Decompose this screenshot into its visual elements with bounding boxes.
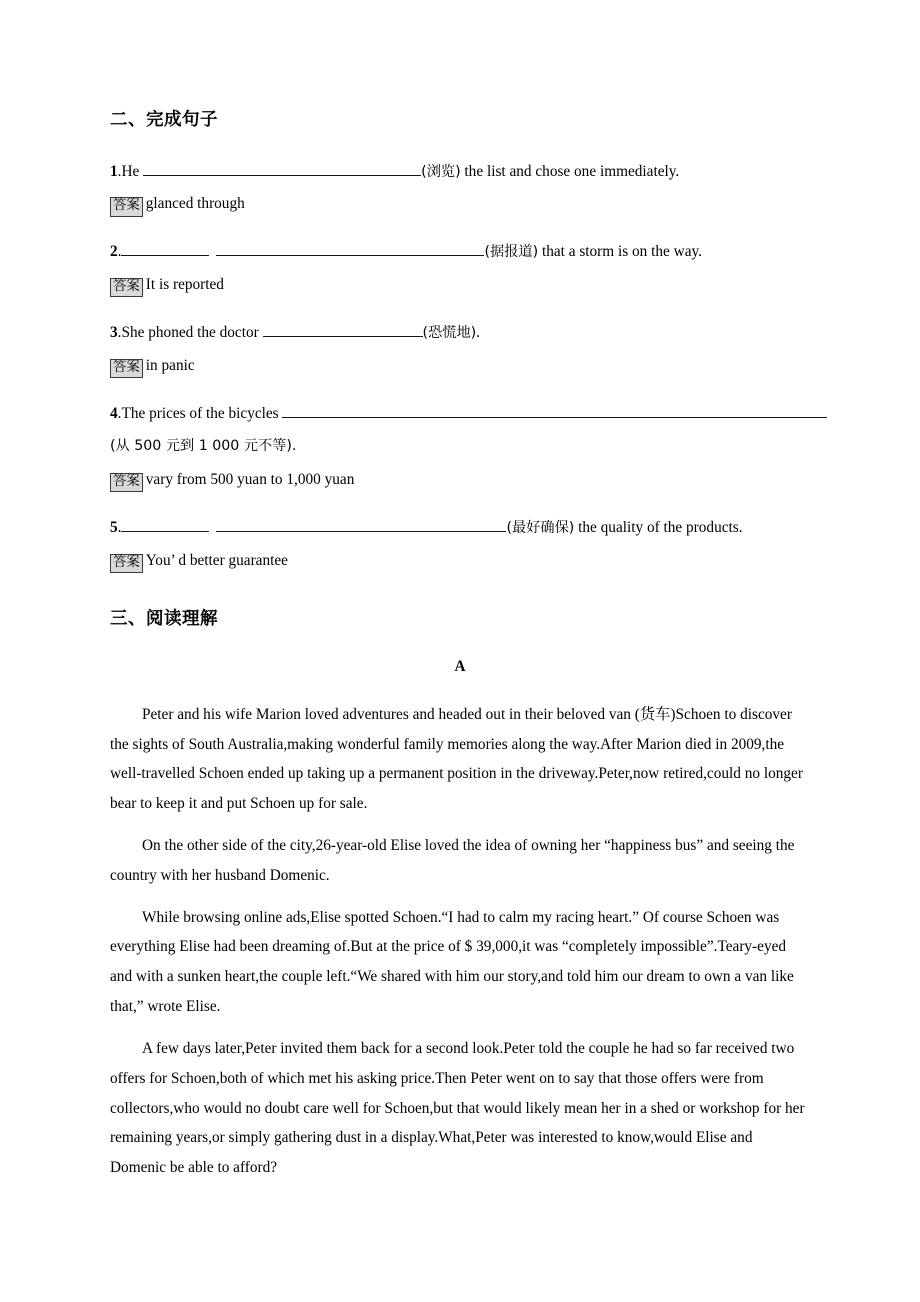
answer-badge: 答案 xyxy=(110,473,143,492)
item-number: 3 xyxy=(110,324,118,342)
item-prefix: .She phoned the doctor xyxy=(117,324,263,342)
passage-paragraph: On the other side of the city,26-year-old Elise loved the idea of owning her “happiness bus” and seeing the country with her husband Domenic. xyxy=(110,836,795,884)
spacer xyxy=(110,388,810,402)
item-hint: (恐慌地) xyxy=(422,325,477,342)
answer-blank[interactable] xyxy=(121,516,209,532)
item-suffix: the quality of the products. xyxy=(574,519,743,537)
section-heading-complete-sentences: 二、完成句子 xyxy=(110,110,218,130)
spacer xyxy=(110,226,810,240)
answer-badge: 答案 xyxy=(110,197,143,216)
item-number: 1 xyxy=(110,162,118,180)
exercise-item-4 xyxy=(110,402,810,426)
answer-badge: 答案 xyxy=(110,278,143,297)
item-suffix: . xyxy=(476,324,480,342)
spacer xyxy=(110,307,810,321)
passage-paragraph: Peter and his wife Marion loved adventures and headed out in their beloved van (货车)Schoen to discover the sights of South Australia,making wonderful family memories along the way.After Marion died in 2009,the well-travelled Schoen ended up taking up a permanent position in the driveway.Peter,now retired,could no longer bear to keep it and put Schoen up for sale. xyxy=(110,705,803,813)
answer-badge: 答案 xyxy=(110,359,143,378)
item-number: 2 xyxy=(110,243,118,261)
passage-paragraph: A few days later,Peter invited them back for a second look.Peter told the couple he had so far received two offers for Schoen,both of which met his asking price.Then Peter went on to say that those offers were from collectors,who would no doubt care well for Schoen,but that would likely mean her in a shed or workshop for her remaining years,or simply gathering dust in a display.What,Peter was interested to know,would Elise and Domenic be able to afford? xyxy=(110,1039,805,1177)
exercise-item-5 xyxy=(110,516,810,540)
item-hint: (据报道) xyxy=(484,244,539,261)
answer-blank[interactable] xyxy=(263,321,423,337)
answer-text: in panic xyxy=(145,357,195,375)
item-number: 5 xyxy=(110,519,118,537)
answer-row-1 xyxy=(110,193,810,216)
passage-label: A xyxy=(454,657,466,675)
answer-row-2 xyxy=(110,274,810,297)
exercise-item-4-hint-line: (从 500 元到 1 000 元不等). xyxy=(110,438,297,455)
item-number: 4 xyxy=(110,405,118,423)
item-suffix: that a storm is on the way. xyxy=(538,243,702,261)
item-hint: (浏览) xyxy=(421,163,461,180)
exercise-item-3 xyxy=(110,321,810,345)
page-content xyxy=(110,108,810,1183)
answer-row-3 xyxy=(110,355,810,378)
exercise-item-1 xyxy=(110,160,810,184)
item-prefix: .The prices of the bicycles xyxy=(117,405,283,423)
item-prefix: . xyxy=(117,243,122,261)
item-prefix: .He xyxy=(117,162,144,180)
item-prefix: . xyxy=(117,519,122,537)
answer-text: You’ d better guarantee xyxy=(145,552,288,570)
answer-badge: 答案 xyxy=(110,554,143,573)
passage-paragraph: While browsing online ads,Elise spotted Schoen.“I had to calm my racing heart.” Of course Schoen was everything Elise had been dreaming of.But at the price of $ 39,000,it was “completely impossible”.Teary-eyed and with a sunken heart,the couple left.“We shared with him our story,and told him our dream to own a van like that,” wrote Elise. xyxy=(110,908,794,1016)
answer-blank[interactable] xyxy=(282,402,827,418)
spacer xyxy=(110,502,810,516)
answer-blank[interactable] xyxy=(216,516,506,532)
section-heading-reading-comprehension: 三、阅读理解 xyxy=(110,609,218,630)
answer-blank[interactable] xyxy=(216,240,484,256)
answer-row-4 xyxy=(110,469,810,492)
item-suffix: the list and chose one immediately. xyxy=(460,162,680,180)
exercise-item-2 xyxy=(110,240,810,264)
answer-blank[interactable] xyxy=(143,160,421,176)
answer-text: It is reported xyxy=(145,276,224,294)
answer-text: glanced through xyxy=(145,195,245,213)
item-hint: (最好确保) xyxy=(506,520,575,537)
answer-text: vary from 500 yuan to 1,000 yuan xyxy=(145,471,355,489)
answer-blank[interactable] xyxy=(121,240,209,256)
answer-row-5 xyxy=(110,550,810,573)
